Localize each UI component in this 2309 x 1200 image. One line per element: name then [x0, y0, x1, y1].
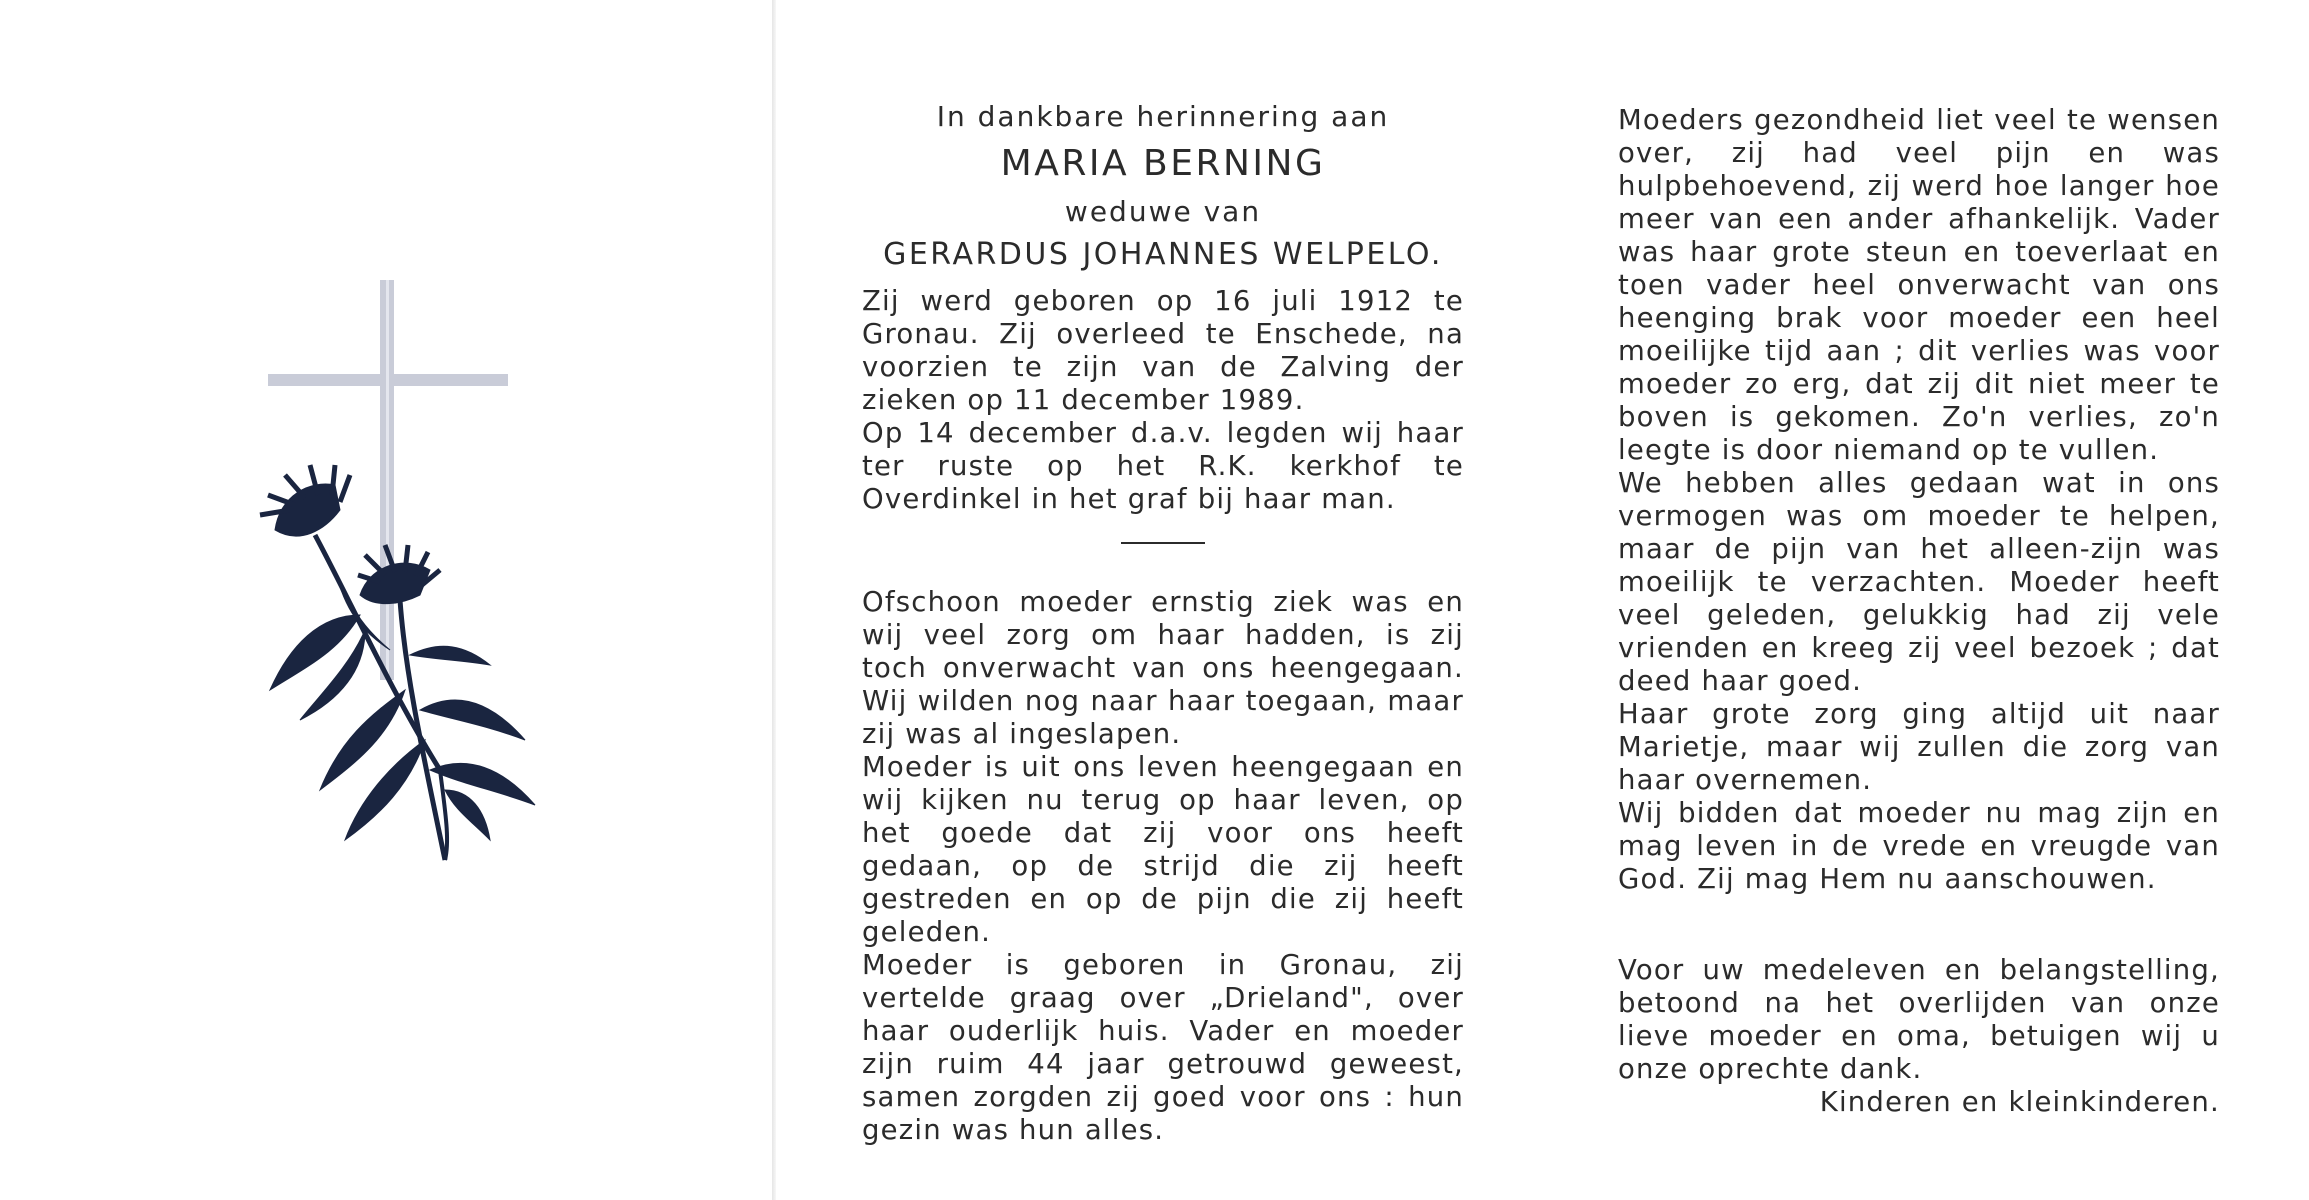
memorial-paragraph-6: Haar grote zorg ging altijd uit naar Marietje, maar wij zullen die zorg van haar overnemen. [1618, 698, 2220, 796]
memorial-paragraph-5: We hebben alles gedaan wat in ons vermogen was om moeder te helpen, maar de pijn van het alleen-zijn was moeilijk te verzachten. Moeder heeft veel geleden, gelukkig had zij vele vrienden en kreeg zij veel bezoek ; dat deed haar goed. [1618, 467, 2220, 697]
section-divider [1121, 542, 1205, 544]
husband-name: GERARDUS JOHANNES WELPELO. [883, 237, 1443, 272]
memorial-paragraph-2: Moeder is uit ons leven heengegaan en wij kijken nu terug op haar leven, op het goede dat zij voor ons heeft gedaan, op de strijd die zij heeft gestreden en op de pijn die zij heeft geleden. [862, 751, 1464, 948]
memorial-paragraph-4: Moeders gezondheid liet veel te wensen over, zij had veel pijn en was hulpbehoevend, zij werd hoe langer hoe meer van een ander afhankelijk. Vader was haar grote steun en toeverlaat en toen vader heel onverwacht van ons heenging brak voor moeder een heel moeilijke tijd aan ; dit verlies was voor moeder zo erg, dat zij dit niet meer te boven is gekomen. Zo'n verlies, zo'n leegte is door niemand op te vullen. [1618, 104, 2220, 466]
memorial-paragraph-1: Ofschoon moeder ernstig ziek was en wij veel zorg om haar hadden, is zij toch onverwacht van ons heengegaan. Wij wilden nog naar haar toegaan, maar zij was al ingeslapen. [862, 586, 1464, 750]
card-front-panel [0, 0, 772, 1200]
widow-of-line: weduwe van [1064, 195, 1262, 228]
memorial-paragraph-7: Wij bidden dat moeder nu mag zijn en mag leven in de vrede en vreugde van God. Zij mag Hem nu aanschouwen. [1618, 797, 2220, 895]
cross-flower-illustration [240, 270, 560, 870]
thanks-paragraph: Voor uw medeleven en belangstelling, betoond na het overlijden van onze lieve moeder en oma, betuigen wij u onze oprechte dank. [1618, 954, 2220, 1085]
intro-line: In dankbare herinnering aan [936, 100, 1390, 133]
deceased-name: MARIA BERNING [1000, 143, 1326, 184]
signature-line: Kinderen en kleinkinderen. [1819, 1086, 2220, 1118]
cross-icon [268, 280, 508, 680]
birth-death-paragraph: Zij werd geboren op 16 juli 1912 te Gronau. Zij overleed te Enschede, na voorzien te zijn van de Zalving der zieken op 11 december 1989. [862, 285, 1464, 416]
memorial-paragraph-3: Moeder is geboren in Gronau, zij vertelde graag over „Drieland", over haar ouderlijk huis. Vader en moeder zijn ruim 44 jaar getrouwd geweest, samen zorgden zij goed voor ons : hun gezin was hun alles. [862, 949, 1464, 1146]
burial-paragraph: Op 14 december d.a.v. legden wij haar ter ruste op het R.K. kerkhof te Overdinkel in het graf bij haar man. [862, 417, 1464, 515]
flower-icon [260, 465, 535, 860]
spacer [1618, 896, 2220, 954]
text-column-left [862, 100, 1464, 1147]
text-column-right [1618, 104, 2220, 1119]
